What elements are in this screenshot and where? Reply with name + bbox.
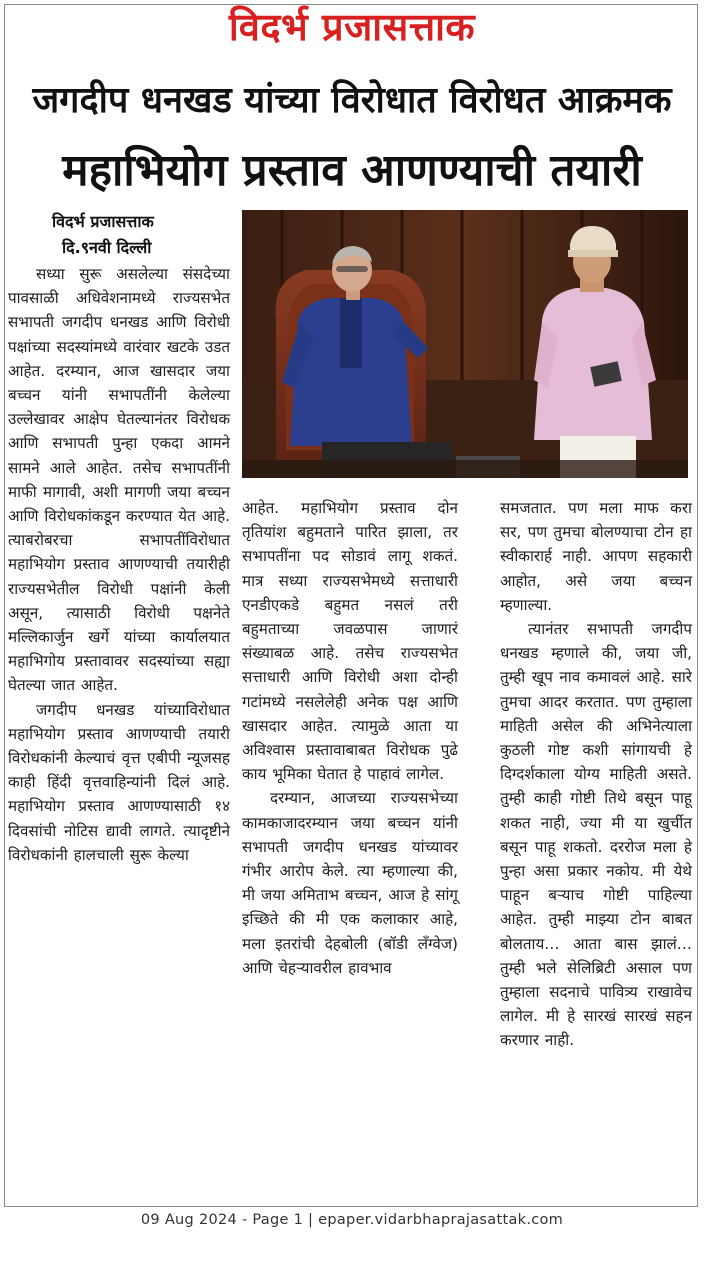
paragraph: आहेत. महाभियोग प्रस्ताव दोन तृतियांश बहुमताने पारित झाला, तर सभापतींना पद सोडावं लागू शकतं. मात्र सध्या राज्यसभेमध्ये सत्ताधारी एनडीएकडे बहुमत नसलं तरी बहुमताच्या जवळपास जाणारं संख्याबळ आहे. तसेच राज्यसभेत सत्ताधारी आणि विरोधी अशा दोन्ही गटांमध्ये नसलेलेही अनेक पक्ष आणि खासदार आहेत. त्यामुळे आता या अविश्वास प्रस्तावाबाबत विरोधक पुढे काय भूमिका घेतात हे पाहावं लागेल. <box>242 499 458 784</box>
article-column-1 <box>8 262 230 867</box>
paragraph: त्यानंतर सभापती जगदीप धनखड म्हणाले की, जया जी, तुम्ही खूप नाव कमावलं आहे. सारे तुमचा आदर करतात. पण तुम्हाला माहिती असेल की अभिनेत्याला कुठली गोष्ट कशी सांगायची हे दिग्दर्शकाला योग्य माहिती असते. तुम्ही काही गोष्टी तिथे बसून पाहू शकत नाही, ज्या मी या खुर्चीत बसून पाहू शकतो. दररोज मला हे पुन्हा असा प्रकार नकोय. मी येथे पाहून बऱ्याच गोष्टी पाहिल्या आहेत. तुम्ही माझ्या टोन बाबत बोलताय… आता बास झालं… तुम्ही भले सेलिब्रिटी असाल पण तुम्हाला सदनाचे पावित्र्य राखावेच लागेल. मी हे सारखं सारखं सहन करणार नाही. <box>500 620 692 1050</box>
news-photo <box>242 210 688 478</box>
paragraph: दरम्यान, आजच्या राज्यसभेच्या कामकाजादरम्यान जया बच्चन यांनी सभापती जगदीप धनखड यांच्यावर गंभीर आरोप केले. त्या म्हणाल्या की, मी जया अमिताभ बच्चन, आज हे सांगू इच्छिते की मी एक कलाकार आहे, मला इतरांची देहबोली (बॉडी लँग्वेज) आणि चेहऱ्यावरील हावभाव <box>242 789 458 977</box>
paragraph: समजतात. पण मला माफ करा सर, पण तुमचा बोलण्याचा टोन हा स्वीकारार्ह नाही. आपण सहकारी आहोत, असे जया बच्चन म्हणाल्या. <box>500 499 692 614</box>
article-column-2 <box>242 496 458 980</box>
headline-line-2: महाभियोग प्रस्ताव आणण्याची तयारी <box>62 145 642 196</box>
paragraph: जगदीप धनखड यांच्याविरोधात महाभियोग प्रस्ताव आणण्याची तयारी विरोधकांनी केल्याचं वृत्त एबीपी न्यूजसह काही हिंदी वृत्तवाहिन्यांनी दिलं आहे. महाभियोग प्रस्ताव आणण्यासाठी १४ दिवसांची नोटिस द्यावी लागते. त्यादृष्टीने विरोधकांनी हालचाली सुरू केल्या <box>8 700 230 864</box>
paragraph: सध्या सुरू असलेल्या संसदेच्या पावसाळी अधिवेशनामध्ये राज्यसभेत सभापती जगदीप धनखड आणि विरोधी पक्षांच्या सदस्यांमध्ये वारंवार खटके उडत आहेत. दरम्यान, आज खासदार जया बच्चन यांनी सभापतींनी केलेल्या उल्लेखावर आक्षेप घेतल्यानंतर विरोधक आणि सभापती पुन्हा एकदा आमने सामने आले आहेत. तसेच सभापतींनी माफी मागावी, अशी मागणी जया बच्चन आणि विरोधकांकडून करण्यात येत आहे. त्याबरोबरचा सभापतींविरोधात महाभियोग प्रस्ताव आणण्याची तयारीही राज्यसभेतील विरोधी पक्षांनी केली असून, त्यासाठी विरोधी पक्षनेते मल्लिकार्जुन खर्गे यांच्या कार्यालयात महाभिगोय प्रस्तावावर सदस्यांच्या सह्या घेतल्या जात आहेत. <box>8 265 230 695</box>
page-footer: 09 Aug 2024 - Page 1 | epaper.vidarbhaprajasattak.com <box>140 1212 564 1228</box>
dateline-source: विदर्भ प्रजासत्ताक <box>52 212 154 231</box>
headline-line-1: जगदीप धनखड यांच्या विरोधात विरोधत आक्रमक <box>32 80 672 121</box>
masthead: विदर्भ प्रजासत्ताक <box>228 5 476 49</box>
dateline-place: दि.९नवी दिल्ली <box>62 238 152 257</box>
article-column-3 <box>500 496 692 1053</box>
